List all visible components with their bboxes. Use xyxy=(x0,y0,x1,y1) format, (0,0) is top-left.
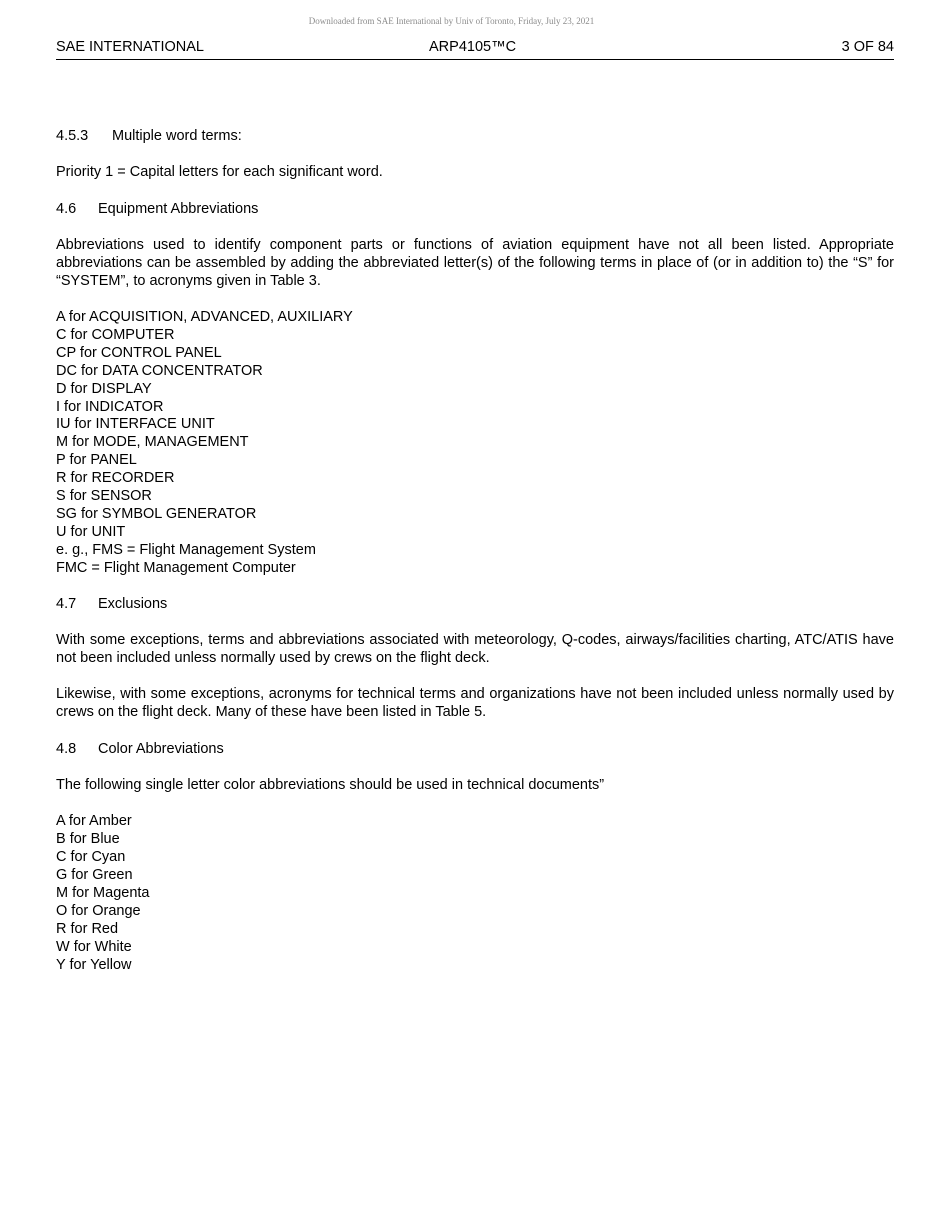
list-item: O for Orange xyxy=(56,902,141,919)
section-4-8-heading xyxy=(56,741,894,759)
section-title: Exclusions xyxy=(98,595,168,612)
section-4-5-3-heading xyxy=(56,128,894,146)
header-page-number: 3 OF 84 xyxy=(841,39,894,55)
list-item: CP for CONTROL PANEL xyxy=(56,344,222,361)
header-organization: SAE INTERNATIONAL xyxy=(56,39,204,55)
equipment-paragraph: Abbreviations used to identify component parts or functions of aviation equipment have not all been listed. Appropriate abbreviations can be assembled by adding the abbreviated letter(s) of the following terms in place of (or in addition to) the “S” for “SYSTEM”, to acronyms given in Table 3. xyxy=(56,236,894,289)
list-item: M for Magenta xyxy=(56,884,150,901)
list-item: SG for SYMBOL GENERATOR xyxy=(56,505,257,522)
list-item: R for RECORDER xyxy=(56,470,175,487)
list-item: A for Amber xyxy=(56,813,132,830)
page-header xyxy=(56,39,894,60)
header-document-id: ARP4105™C xyxy=(429,39,517,55)
color-abbreviation-list xyxy=(56,813,894,974)
exclusions-paragraph-1: With some exceptions, terms and abbreviations associated with meteorology, Q-codes, airways/facilities charting, ATC/ATIS have not been included unless normally used by crews on the flight deck. xyxy=(56,632,894,667)
list-item: U for UNIT xyxy=(56,523,126,540)
priority-paragraph: Priority 1 = Capital letters for each significant word. xyxy=(56,164,383,181)
list-item: IU for INTERFACE UNIT xyxy=(56,416,215,433)
list-item: D for DISPLAY xyxy=(56,380,152,397)
section-number: 4.5.3 xyxy=(56,128,89,144)
section-title: Multiple word terms: xyxy=(112,128,242,144)
list-item: M for MODE, MANAGEMENT xyxy=(56,434,249,451)
list-item: P for PANEL xyxy=(56,452,137,469)
section-title: Equipment Abbreviations xyxy=(98,200,259,217)
list-item: G for Green xyxy=(56,867,133,883)
section-number: 4.7 xyxy=(56,595,77,612)
download-watermark: Downloaded from SAE International by Univ of Toronto, Friday, July 23, 2021 xyxy=(308,16,595,26)
list-item: A for ACQUISITION, ADVANCED, AUXILIARY xyxy=(56,309,353,325)
document-body xyxy=(56,128,894,993)
section-number: 4.8 xyxy=(56,740,77,757)
section-title: Color Abbreviations xyxy=(98,740,224,757)
list-item: B for Blue xyxy=(56,831,120,848)
list-item: I for INDICATOR xyxy=(56,398,164,415)
list-item: W for White xyxy=(56,938,132,955)
list-item: C for COMPUTER xyxy=(56,326,175,343)
list-item: C for Cyan xyxy=(56,849,126,866)
section-number: 4.6 xyxy=(56,200,77,217)
list-item: Y for Yellow xyxy=(56,956,132,973)
list-item: FMC = Flight Management Computer xyxy=(56,559,296,576)
list-item: e. g., FMS = Flight Management System xyxy=(56,541,316,558)
equipment-abbreviation-list xyxy=(56,309,894,578)
list-item: R for Red xyxy=(56,920,119,937)
section-4-7-heading xyxy=(56,596,894,614)
exclusions-paragraph-2: Likewise, with some exceptions, acronyms for technical terms and organizations have not been included unless normally used by crews on the flight deck. Many of these have been listed in Table 5. xyxy=(56,686,894,721)
list-item: DC for DATA CONCENTRATOR xyxy=(56,362,263,379)
list-item: S for SENSOR xyxy=(56,488,152,505)
color-intro-paragraph: The following single letter color abbreviations should be used in technical documents” xyxy=(56,776,605,793)
section-4-6-heading xyxy=(56,201,894,219)
